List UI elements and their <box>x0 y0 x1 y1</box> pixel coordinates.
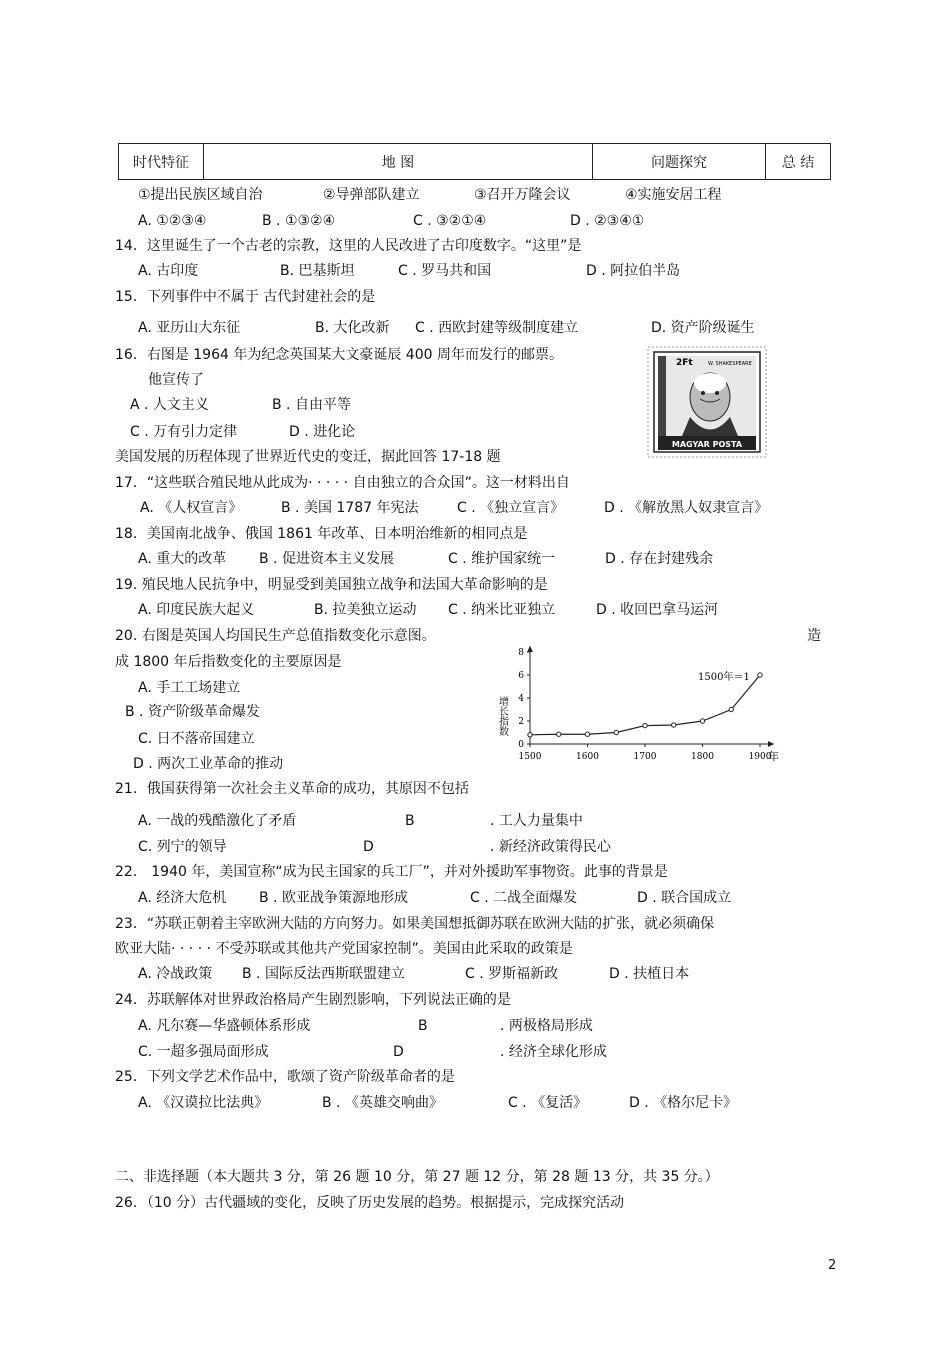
chart-data-point <box>557 732 561 736</box>
choice-a: A. ①②③④ <box>138 213 207 229</box>
choice-b: B. 大化改新 <box>315 320 390 336</box>
choice-b: B . 促进资本主义发展 <box>259 551 394 567</box>
page-number: 2 <box>828 1258 837 1273</box>
section-heading: 二、非选择题（本大题共 3 分，第 26 题 10 分，第 27 题 12 分，第 28 题 13 分，共 35 分。） <box>115 1169 719 1185</box>
question-19: 19. 殖民地人民抗争中，明显受到美国独立战争和法国大革命影响的是 <box>115 577 548 593</box>
choice-a: A. 亚历山大东征 <box>138 320 241 336</box>
choice-a: A. 重大的改革 <box>138 551 227 567</box>
option-item: ①提出民族区域自治 <box>138 187 263 203</box>
choice-d-text: . 经济全球化形成 <box>500 1044 607 1060</box>
choice-d: D . 联合国成立 <box>637 890 732 906</box>
chart-y-tick-label: 2 <box>518 717 524 727</box>
option-item: ③召开万隆会议 <box>474 187 571 203</box>
chart-ylabel: 增长指数 <box>496 696 508 736</box>
choice-c: C . ③②①④ <box>413 213 487 229</box>
choice-b: B . 国际反法西斯联盟建立 <box>242 966 405 982</box>
choice-d: D <box>393 1044 404 1060</box>
stamp-name: W. SHAKESPEARE <box>708 361 752 367</box>
question-17: 17．“这些联合殖民地从此成为· · · · · 自由独立的合众国”。这一材料出自 <box>115 475 570 491</box>
choice-b: B . 自由平等 <box>272 397 351 413</box>
choice-d: D . 收回巴拿马运河 <box>596 602 719 618</box>
choice-d: D . 阿拉伯半岛 <box>586 263 681 279</box>
table-cell-era: 时代特征 <box>119 144 204 180</box>
chart-data-point <box>729 707 733 711</box>
choice-b-text: . 两极格局形成 <box>500 1018 593 1034</box>
choice-c: C . 万有引力定律 <box>130 424 238 440</box>
header-table <box>118 143 831 180</box>
choice-c: C . 维护国家统一 <box>448 551 556 567</box>
choice-c: C. 一超多强局面形成 <box>138 1044 269 1060</box>
question-14: 14．这里诞生了一个古老的宗教，这里的人民改进了古印度数字。“这里”是 <box>115 238 582 254</box>
stamp-issuer: MAGYAR POSTA <box>671 440 743 449</box>
choice-d: D <box>363 839 374 855</box>
choice-a: A . 人文主义 <box>130 397 209 413</box>
choice-b: B <box>418 1018 428 1034</box>
choice-a: A. 凡尔赛—华盛顿体系形成 <box>138 1018 311 1034</box>
question-16: 16．右图是 1964 年为纪念英国某大文豪诞辰 400 周年而发行的邮票。 <box>115 347 563 363</box>
question-23: 23．“苏联正朝着主宰欧洲大陆的方向努力。如果美国想抵御苏联在欧洲大陆的扩张，就必须确保 <box>115 916 715 932</box>
question-20-tail: 造 <box>807 628 821 644</box>
chart-data-point <box>643 723 647 727</box>
question-18: 18．美国南北战争、俄国 1861 年改革、日本明治维新的相同点是 <box>115 526 528 542</box>
chart-x-tick-label: 1500 <box>518 752 542 762</box>
question-15: 15．下列事件中不属于 古代封建社会的是 <box>115 289 376 305</box>
table-cell-inquiry: 问题探究 <box>593 144 766 180</box>
choice-c: C. 列宁的领导 <box>138 839 227 855</box>
choice-d: D . 《格尔尼卡》 <box>629 1095 738 1111</box>
choice-b: B. 拉美独立运动 <box>314 602 417 618</box>
choice-c: C . 二战全面爆发 <box>470 890 578 906</box>
choice-c: C . 罗斯福新政 <box>465 966 559 982</box>
chart-data-point <box>700 719 704 723</box>
choice-b: B. 巴基斯坦 <box>280 263 355 279</box>
chart-data-point <box>758 673 762 677</box>
question-25: 25．下列文学艺术作品中，歌颂了资产阶级革命者的是 <box>115 1069 455 1085</box>
question-26: 26．（10 分）古代疆域的变化，反映了历史发展的趋势。根据提示，完成探究活动 <box>115 1195 625 1211</box>
stamp-value: 2Ft <box>676 358 693 368</box>
choice-a: A. 冷战政策 <box>138 966 213 982</box>
question-20-cont: 成 1800 年后指数变化的主要原因是 <box>115 654 342 670</box>
gnp-index-line-chart <box>496 642 790 780</box>
choice-b-text: . 工人力量集中 <box>490 813 583 829</box>
choice-b: B . 《英雄交响曲》 <box>322 1095 443 1111</box>
chart-data-point <box>614 730 618 734</box>
chart-x-tick-label: 1800 <box>691 752 714 762</box>
table-cell-summary: 总 结 <box>766 144 831 180</box>
choice-b: B . 欧亚战争策源地形成 <box>259 890 408 906</box>
question-22: 22． 1940 年，美国宣称“成为民主国家的兵工厂”，并对外援助军事物资。此事的背景是 <box>115 864 668 880</box>
choice-b: B . ①③②④ <box>262 213 336 229</box>
choice-d: D . 两次工业革命的推动 <box>133 756 284 772</box>
chart-y-tick-label: 0 <box>518 740 524 750</box>
choice-d: D . 存在封建残余 <box>605 551 714 567</box>
choice-d: D . ②③④① <box>570 213 645 229</box>
choice-d: D . 《解放黑人奴隶宣言》 <box>604 500 769 516</box>
choice-a: A. 手工工场建立 <box>138 680 241 696</box>
choice-b: B . 资产阶级革命爆发 <box>125 704 260 720</box>
chart-y-tick-label: 4 <box>518 694 524 704</box>
choice-b: B <box>405 813 415 829</box>
choice-a: A. 《汉谟拉比法典》 <box>138 1095 269 1111</box>
choice-a: A. 古印度 <box>138 263 199 279</box>
chart-x-arrow <box>768 741 774 747</box>
choice-a: A. 一战的残酷激化了矛盾 <box>138 813 297 829</box>
shakespeare-stamp-image <box>648 347 766 457</box>
chart-data-point <box>528 733 532 737</box>
chart-y-tick-label: 6 <box>518 671 524 681</box>
chart-x-tick-label: 1700 <box>633 752 657 762</box>
chart-annotation: 1500年＝1 <box>698 672 750 683</box>
choice-c: C . 《复活》 <box>508 1095 588 1111</box>
intro-17-18: 美国发展的历程体现了世界近代史的变迁，据此回答 17-18 题 <box>115 449 501 465</box>
option-item: ②导弹部队建立 <box>323 187 420 203</box>
choice-d: D. 资产阶级诞生 <box>651 320 755 336</box>
choice-a: A. 《人权宣言》 <box>140 500 243 516</box>
question-16-cont: 他宣传了 <box>148 372 204 388</box>
chart-data-point <box>585 732 589 736</box>
choice-c: C . 《独立宣言》 <box>457 500 565 516</box>
choice-a: A. 经济大危机 <box>138 890 227 906</box>
chart-y-arrow <box>527 646 533 652</box>
table-cell-map: 地 图 <box>204 144 593 180</box>
choice-d: D . 进化论 <box>289 424 356 440</box>
choice-c: C . 罗马共和国 <box>398 263 492 279</box>
choice-a: A. 印度民族大起义 <box>138 602 255 618</box>
choice-c: C. 日不落帝国建立 <box>138 731 255 747</box>
choice-c: C . 西欧封建等级制度建立 <box>415 320 579 336</box>
question-23-cont: 欧亚大陆· · · · · 不受苏联或其他共产党国家控制”。美国由此采取的政策是 <box>115 941 573 957</box>
choice-b: B . 美国 1787 年宪法 <box>281 500 419 516</box>
question-24: 24．苏联解体对世界政治格局产生剧烈影响，下列说法正确的是 <box>115 992 511 1008</box>
choice-c: C . 纳米比亚独立 <box>448 602 556 618</box>
chart-y-tick-label: 8 <box>518 648 524 658</box>
chart-x-tick-label: 1900 <box>748 752 772 762</box>
choice-d-text: . 新经济政策得民心 <box>490 839 611 855</box>
question-21: 21．俄国获得第一次社会主义革命的成功，其原因不包括 <box>115 781 469 797</box>
question-20: 20. 右图是英国人均国民生产总值指数变化示意图。 <box>115 628 436 644</box>
choice-d: D . 扶植日本 <box>609 966 690 982</box>
chart-data-point <box>672 723 676 727</box>
chart-x-tick-label: 1600 <box>576 752 599 762</box>
option-item: ④实施安居工程 <box>625 187 722 203</box>
chart-xlabel: 年 <box>768 750 779 763</box>
